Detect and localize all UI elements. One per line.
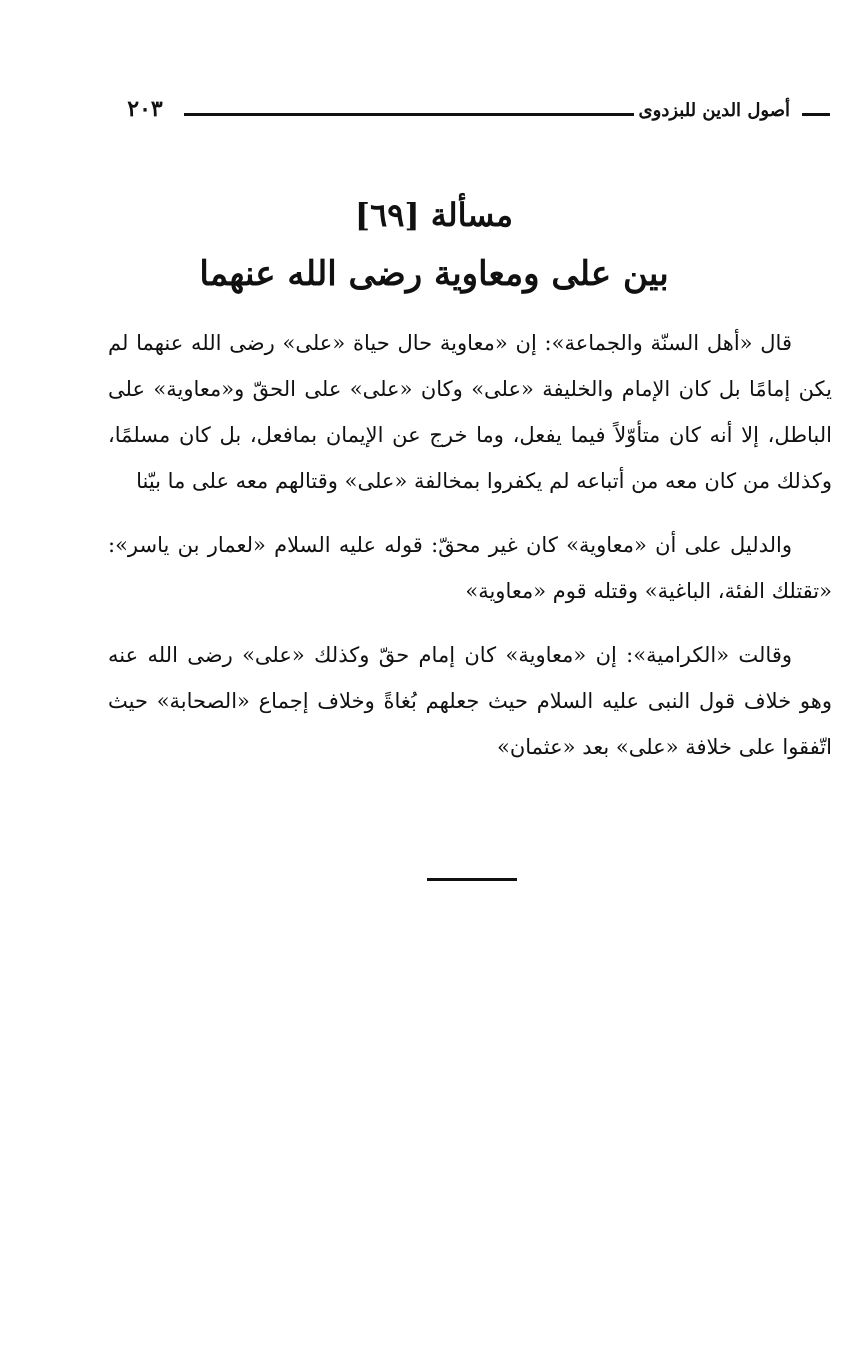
header-dash <box>802 113 830 116</box>
paragraph: وقالت «الكرامية»: إن «معاوية» كان إمام حقّ وكذلك «على» رضى الله عنه وهو خلاف قول النبى عليه السلام حيث جعلهم بُغاةً وخلاف إجماع «الصحابة» حيث اتّفقوا على خلافة «على» بعد «عثمان» <box>108 643 832 759</box>
issue-title: بين على ومعاوية رضى الله عنهما <box>199 254 669 294</box>
book-title: أصول الدين للبزدوى <box>638 100 790 121</box>
paragraph: والدليل على أن «معاوية» كان غير محقّ: قوله عليه السلام «لعمار بن ياسر»: «تقتلك الفئة، الباغية» وقتله قوم «معاوية» <box>108 533 832 603</box>
page-number: ٢٠٣ <box>127 96 163 122</box>
issue-heading: مسألة [٦٩] <box>354 196 514 234</box>
header-rule <box>184 113 634 116</box>
paragraph: قال «أهل السنّة والجماعة»: إن «معاوية حال حياة «على» رضى الله عنهما لم يكن إمامًا بل كان الإمام والخليفة «على» وكان «على» على الحقّ و«معاوية» على الباطل، إلا أنه كان متأوّلاً فيما يفعل، وما خرج عن الإيمان بمافعل، بل كان مسلمًا، وكذلك من كان معه من أتباعه لم يكفروا بمخالفة «على» وقتالهم معه على ما بيّنا <box>108 331 832 493</box>
section-end-rule <box>427 878 517 881</box>
running-header <box>110 96 830 132</box>
body-text <box>108 320 832 788</box>
